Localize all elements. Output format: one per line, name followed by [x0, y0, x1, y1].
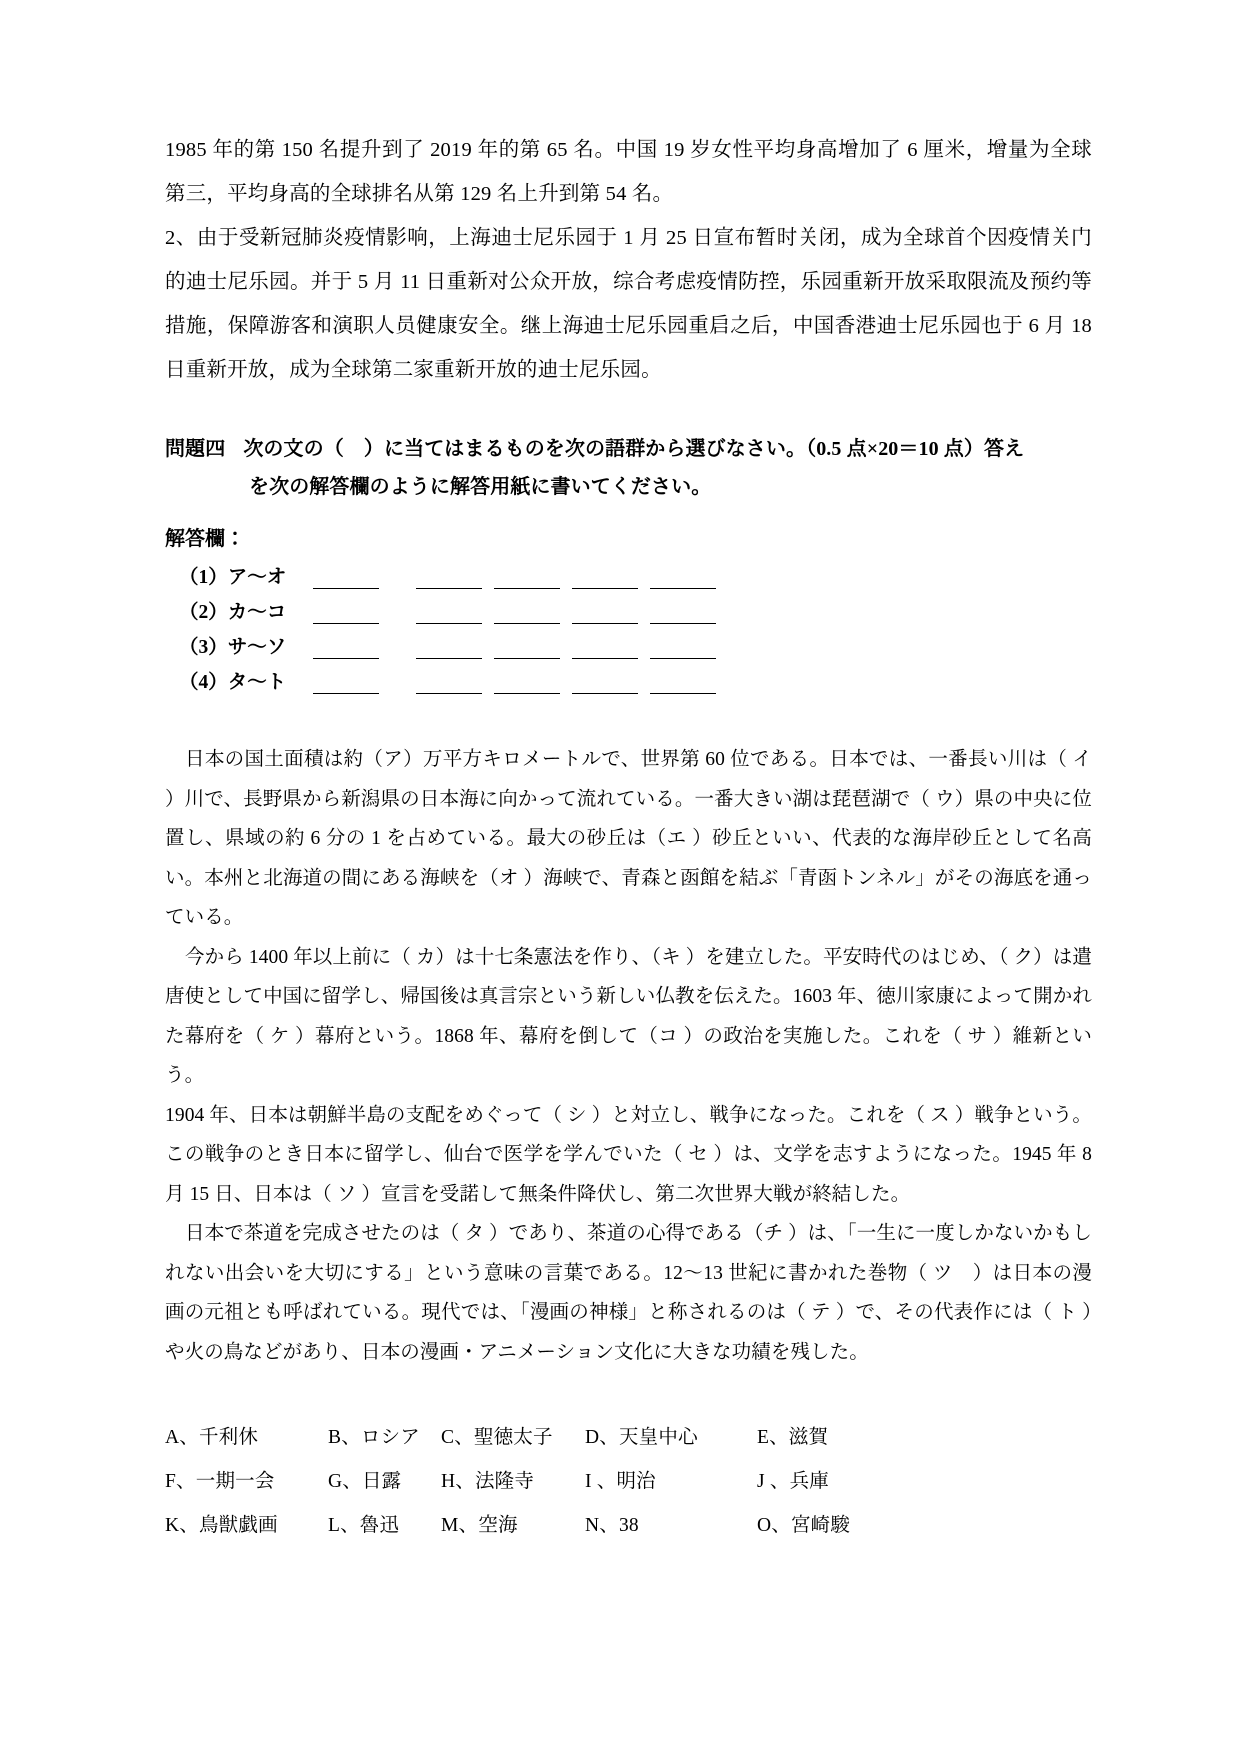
word-bank-option-c: C、聖徳太子	[441, 1427, 553, 1448]
word-bank-option-h: H、法隆寺	[441, 1471, 535, 1492]
answer-sheet-rows	[165, 558, 1092, 698]
word-bank-option-j: J 、兵庫	[757, 1471, 829, 1492]
question-heading-line-2: を次の解答欄のように解答用紙に書いてください。	[249, 476, 712, 498]
word-bank-option-b: B、ロシア	[328, 1427, 421, 1448]
japanese-passage	[165, 740, 1092, 1372]
question-heading-line-1	[165, 430, 1092, 468]
answer-row-2	[165, 593, 1092, 628]
answer-blank-1-5[interactable]	[650, 588, 716, 589]
answer-row-1	[165, 558, 1092, 593]
word-bank-option-e: E、滋賀	[757, 1427, 829, 1448]
answer-blank-4-2[interactable]	[416, 693, 482, 694]
answer-row-4-blanks	[313, 693, 1092, 698]
answer-blank-3-4[interactable]	[572, 658, 638, 659]
answer-blank-4-1[interactable]	[313, 693, 379, 694]
answer-blank-3-3[interactable]	[494, 658, 560, 659]
word-bank-option-a: A、千利休	[165, 1427, 259, 1448]
word-bank-option-g: G、日露	[328, 1471, 402, 1492]
answer-row-1-blanks	[313, 588, 1092, 593]
chinese-paragraph-1: 1985 年的第 150 名提升到了 2019 年的第 65 名。中国 19 岁女性平均身高增加了 6 厘米，增量为全球第三，平均身高的全球排名从第 129 名上升到第 54 名。	[165, 139, 1092, 205]
word-bank-row-3	[165, 1504, 1092, 1548]
question-number: 問題四	[165, 438, 226, 460]
answer-sheet-label: 解答欄：	[165, 528, 245, 550]
answer-blank-2-1[interactable]	[313, 623, 379, 624]
japanese-paragraph-2: 今から 1400 年以上前に（ カ）は十七条憲法を作り、（キ ）を建立した。平安時代のはじめ、（ ク）は遣唐使として中国に留学し、帰国後は真言宗という新しい仏教を伝えた。1603 年、徳川家康によって開かれた幕府を（ ケ ）幕府という。1868 年、幕府を倒して（コ ）の政治を実施した。これを（ サ ）維新という。	[165, 946, 1092, 1086]
word-bank-row-2	[165, 1460, 1092, 1504]
answer-blank-2-3[interactable]	[494, 623, 560, 624]
japanese-paragraph-3: 1904 年、日本は朝鮮半島の支配をめぐって（ シ ）と対立し、戦争になった。これを（ ス ）戦争という。この戦争のとき日本に留学し、仙台で医学を学んでいた（ セ ）は、文学を志すようになった。1945 年 8 月 15 日、日本は（ ソ ）宣言を受諾して無条件降伏し、第二次世界大戦が終結した。	[165, 1104, 1092, 1205]
word-bank-option-f: F、一期一会	[165, 1471, 275, 1492]
answer-row-4	[165, 663, 1092, 698]
answer-blank-1-2[interactable]	[416, 588, 482, 589]
answer-row-2-blanks	[313, 623, 1092, 628]
chinese-paragraph-2: 2、由于受新冠肺炎疫情影响，上海迪士尼乐园于 1 月 25 日宣布暂时关闭，成为全球首个因疫情关门的迪士尼乐园。并于 5 月 11 日重新对公众开放，综合考虑疫情防控，乐园重新开放采取限流及预约等措施，保障游客和演职人员健康安全。继上海迪士尼乐园重启之后，中国香港迪士尼乐园也于 6 月 18 日重新开放，成为全球第二家重新开放的迪士尼乐园。	[165, 227, 1092, 381]
answer-blank-4-3[interactable]	[494, 693, 560, 694]
answer-row-4-label: （4）タ～ト	[179, 672, 287, 693]
answer-blank-4-5[interactable]	[650, 693, 716, 694]
answer-blank-2-4[interactable]	[572, 623, 638, 624]
word-bank-option-d: D、天皇中心	[585, 1427, 698, 1448]
answer-blank-3-2[interactable]	[416, 658, 482, 659]
word-bank-option-n: N、38	[585, 1515, 639, 1536]
answer-row-3	[165, 628, 1092, 663]
answer-row-3-label: （3）サ～ソ	[179, 637, 287, 658]
japanese-paragraph-1: 日本の国土面積は約（ア）万平方キロメートルで、世界第 60 位である。日本では、一番長い川は（ イ ）川で、長野県から新潟県の日本海に向かって流れている。一番大きい湖は琵琶湖で（ ウ）県の中央に位置し、県域の約 6 分の 1 を占めている。最大の砂丘は（エ ）砂丘といい、代表的な海岸砂丘として名高い。本州と北海道の間にある海峡を（オ ）海峡で、青森と函館を結ぶ「青函トンネル」がその海底を通っている。	[165, 749, 1092, 928]
answer-blank-1-3[interactable]	[494, 588, 560, 589]
word-bank-option-l: L、魯迅	[328, 1515, 400, 1536]
japanese-paragraph-4: 日本で茶道を完成させたのは（ タ ）であり、茶道の心得である（チ ）は、「一生に一度しかないかもしれない出会いを大切にする」という意味の言葉である。12～13 世紀に書かれた巻物（ ツ ）は日本の漫画の元祖とも呼ばれている。現代では、「漫画の神様」と称されるのは（ テ ）で、その代表作には（ ト ）や火の鳥などがあり、日本の漫画・アニメーション文化に大きな功績を残した。	[165, 1223, 1092, 1363]
answer-row-1-label: （1）ア～オ	[179, 567, 287, 588]
answer-row-2-label: （2）カ～コ	[179, 602, 287, 623]
chinese-section	[165, 128, 1092, 392]
answer-blank-3-1[interactable]	[313, 658, 379, 659]
word-bank	[165, 1416, 1092, 1548]
answer-blank-2-5[interactable]	[650, 623, 716, 624]
word-bank-option-m: M、空海	[441, 1515, 518, 1536]
question-heading	[165, 430, 1092, 506]
word-bank-row-1	[165, 1416, 1092, 1460]
word-bank-option-i: I 、明治	[585, 1471, 656, 1492]
word-bank-option-o: O、宮崎駿	[757, 1515, 851, 1536]
word-bank-option-k: K、鳥獣戯画	[165, 1515, 278, 1536]
question-heading-text-1: 次の文の（ ）に当てはまるものを次の語群から選びなさい。（0.5 点×20＝10 点）答え	[243, 438, 1025, 460]
answer-blank-4-4[interactable]	[572, 693, 638, 694]
answer-row-3-blanks	[313, 658, 1092, 663]
answer-blank-1-1[interactable]	[313, 588, 379, 589]
answer-blank-1-4[interactable]	[572, 588, 638, 589]
answer-blank-2-2[interactable]	[416, 623, 482, 624]
answer-blank-3-5[interactable]	[650, 658, 716, 659]
